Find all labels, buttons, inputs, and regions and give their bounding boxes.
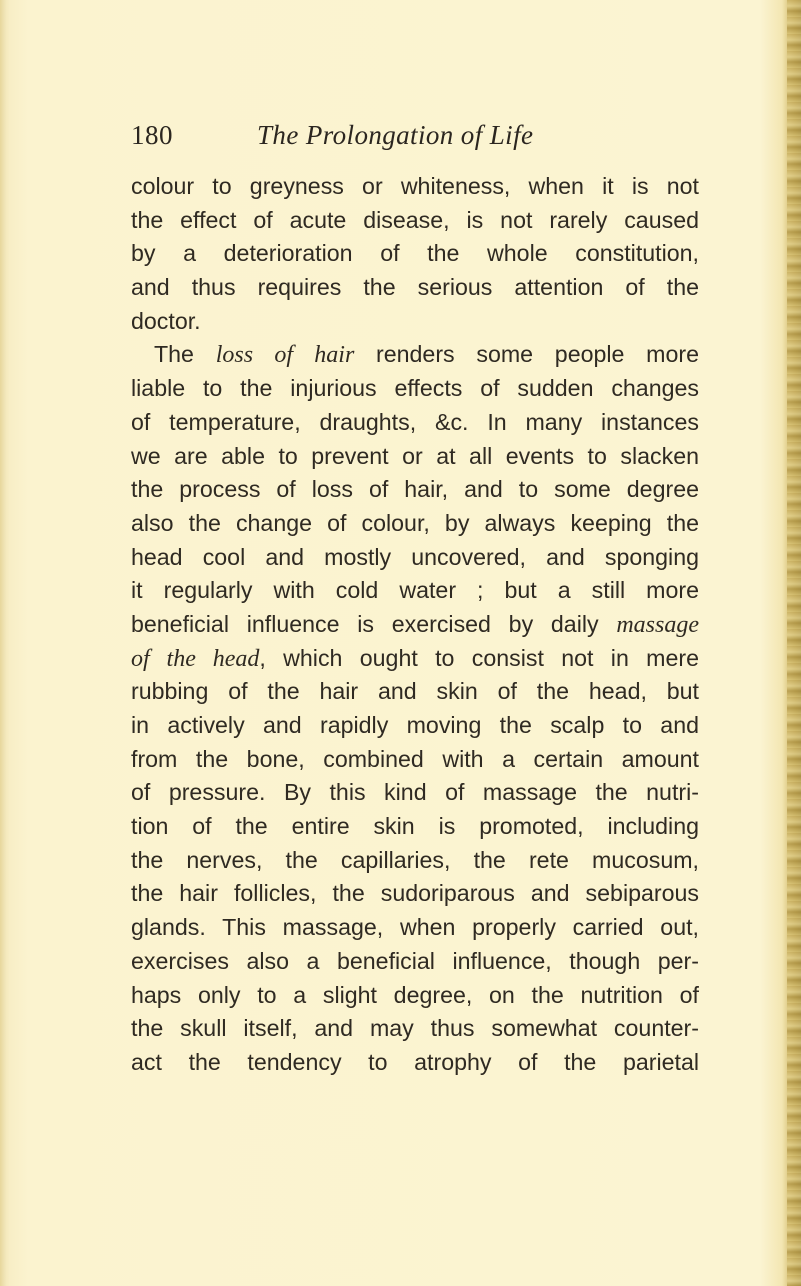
text-run: the nerves, the capillaries, the rete mucosum, [131, 846, 699, 873]
text-line [131, 608, 699, 642]
text-run: the process of loss of hair, and to some degree [131, 476, 699, 503]
running-title: The Prolongation of Life [257, 120, 534, 150]
italic-phrase: massage [616, 611, 699, 638]
text-run: tion of the entire skin is promoted, including [131, 813, 699, 840]
text-line [131, 170, 699, 204]
text-line [131, 810, 699, 844]
text-run: The [154, 341, 216, 368]
text-line [131, 675, 699, 709]
text-run: head cool and mostly uncovered, and sponging [131, 543, 699, 570]
text-line [131, 406, 699, 440]
text-run: the skull itself, and may thus somewhat counter- [131, 1015, 699, 1042]
text-run: the effect of acute disease, is not rarely caused [131, 206, 699, 233]
italic-phrase: loss of hair [215, 342, 355, 369]
text-line [131, 237, 699, 271]
text-run: from the bone, combined with a certain amount [131, 745, 699, 772]
text-line [131, 271, 699, 305]
text-run: haps only to a slight degree, on the nutrition of [131, 981, 699, 1008]
text-line [131, 642, 699, 676]
text-run: glands. This massage, when properly carried out, [131, 914, 699, 941]
text-line [131, 305, 699, 339]
text-run: rubbing of the hair and skin of the head, but [131, 678, 699, 705]
text-run: and thus requires the serious attention of the [131, 274, 699, 301]
text-line [131, 507, 699, 541]
text-run: also the change of colour, by always keeping the [131, 509, 699, 536]
text-run: the hair follicles, the sudoriparous and sebiparous [131, 880, 699, 907]
text-line [131, 372, 699, 406]
text-line [131, 911, 699, 945]
text-line [131, 574, 699, 608]
text-line [131, 1012, 699, 1046]
page-gutter [0, 0, 6, 1286]
text-line [131, 743, 699, 777]
text-line [131, 844, 699, 878]
text-run: beneficial influence is exercised by daily [131, 610, 617, 637]
running-head [131, 118, 691, 152]
page-edge [787, 0, 801, 1286]
text-run: colour to greyness or whiteness, when it is not [131, 173, 699, 199]
text-run: in actively and rapidly moving the scalp to and [131, 712, 699, 738]
page-number: 180 [131, 120, 173, 150]
text-line [131, 945, 699, 979]
text-run: of pressure. By this kind of massage the nutri- [131, 779, 699, 806]
text-line [131, 877, 699, 911]
italic-phrase: of the head [131, 645, 260, 672]
text-line [131, 338, 699, 372]
text-line [131, 440, 699, 474]
text-line [131, 709, 699, 743]
text-run: act the tendency to atrophy of the parietal [131, 1048, 699, 1075]
text-run: doctor. [131, 307, 201, 334]
text-run: liable to the injurious effects of sudden changes [131, 375, 699, 402]
text-line [131, 473, 699, 507]
text-run: , which ought to consist not in mere [259, 644, 700, 671]
text-line [131, 979, 699, 1013]
text-run: exercises also a beneficial influence, though per- [131, 947, 699, 974]
text-line [131, 1046, 699, 1080]
body-text [131, 170, 699, 1080]
text-run: of temperature, draughts, &c. In many instances [131, 408, 699, 435]
text-run: it regularly with cold water ; but a still more [131, 577, 699, 604]
text-line [131, 204, 699, 238]
text-line [131, 541, 699, 575]
text-run: by a deterioration of the whole constitution, [131, 240, 699, 267]
text-run: we are able to prevent or at all events to slacken [131, 442, 699, 469]
text-run: renders some people more [354, 341, 699, 368]
text-line [131, 776, 699, 810]
